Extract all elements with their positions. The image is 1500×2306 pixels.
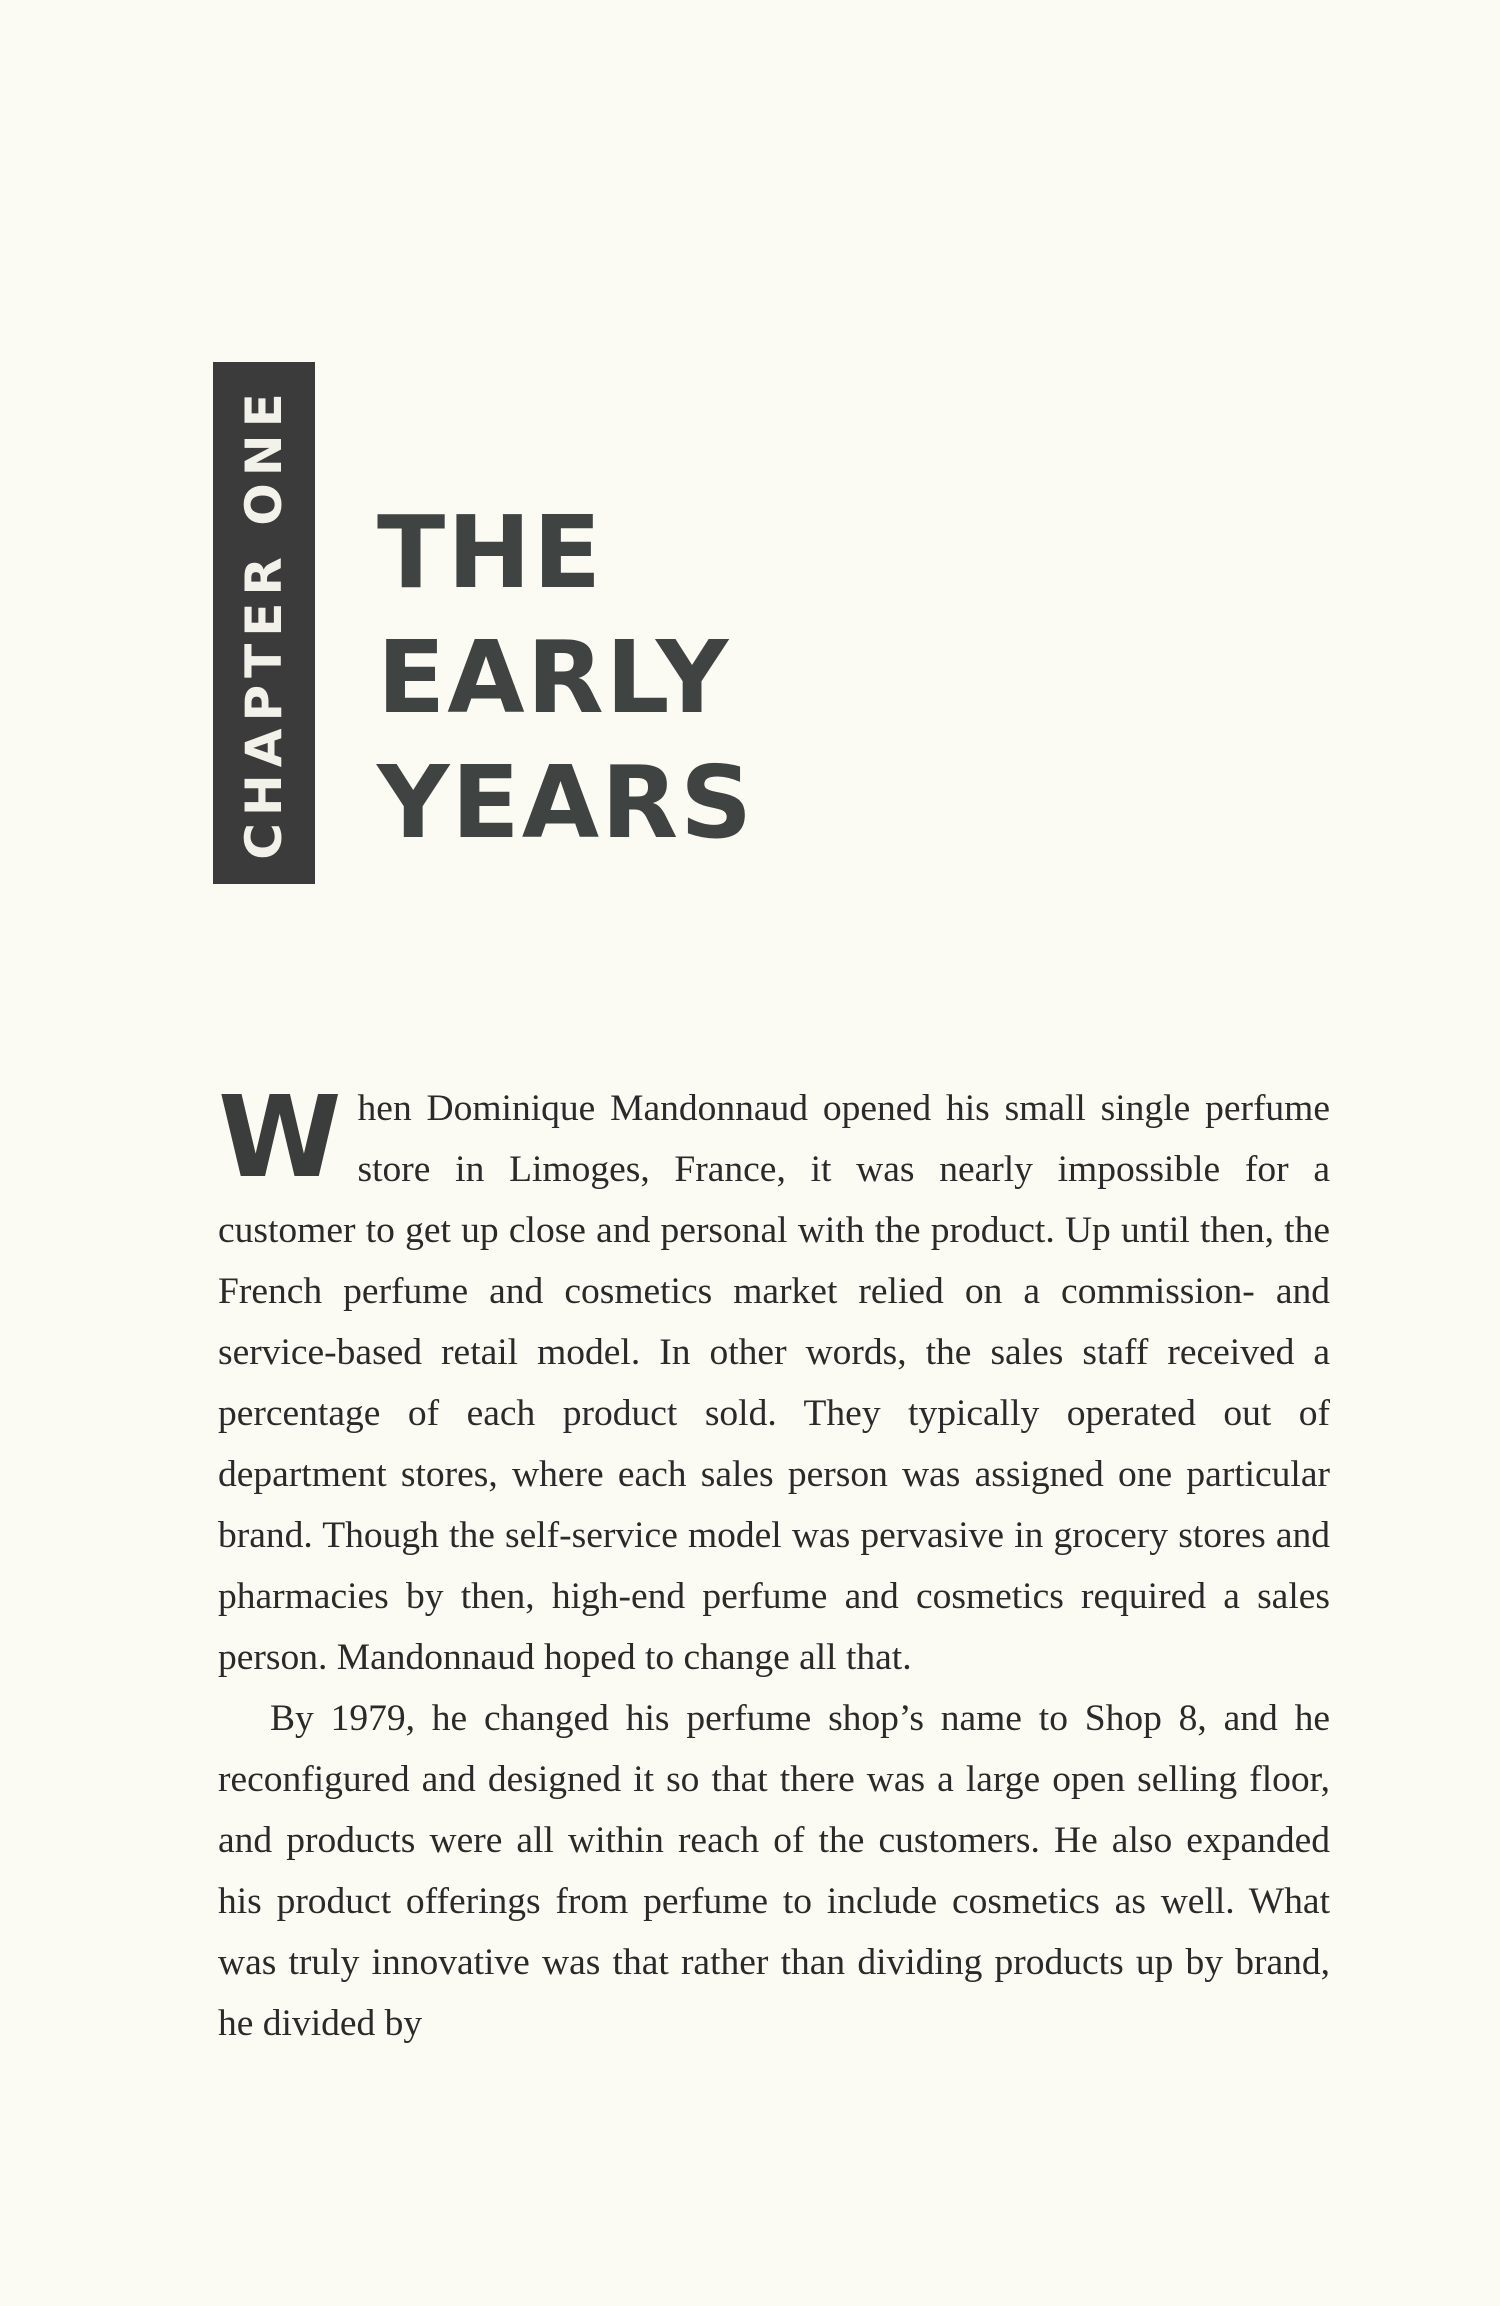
paragraph-1-text: hen Dominique Mandonnaud opened his small single perfume store in Limoges, France, it was nearly impossible for a customer to get up close and personal with the product. Up until then, the French perfume and cosmetics market relied on a commission- and service-based retail model. In other words, the sales staff received a percentage of each product sold. They typically operated out of department stores, where each sales person was assigned one particular brand. Though the self-service model was pervasive in grocery stores and pharmacies by then, high-end perfume and cosmetics required a sales person. Mandonnaud hoped to change all that. <box>218 1088 1330 1678</box>
chapter-title-line-2: EARLY <box>377 619 731 736</box>
chapter-label: CHAPTER ONE <box>235 386 293 860</box>
chapter-title-line-1: THE <box>377 494 604 611</box>
chapter-label-bar <box>213 362 315 884</box>
chapter-title-line-3: YEARS <box>377 744 755 861</box>
paragraph-2: By 1979, he changed his perfume shop’s name to Shop 8, and he reconfigured and designed it so that there was a large open selling floor, and products were all within reach of the customers. He also expanded his product offerings from perfume to include cosmetics as well. What was truly innovative was that rather than dividing products up by brand, he divided by <box>218 1698 1330 2044</box>
drop-cap: W <box>218 1073 342 1203</box>
chapter-title <box>377 490 754 865</box>
body-text <box>218 1073 1330 2054</box>
paragraph-1 <box>218 1073 1330 1688</box>
